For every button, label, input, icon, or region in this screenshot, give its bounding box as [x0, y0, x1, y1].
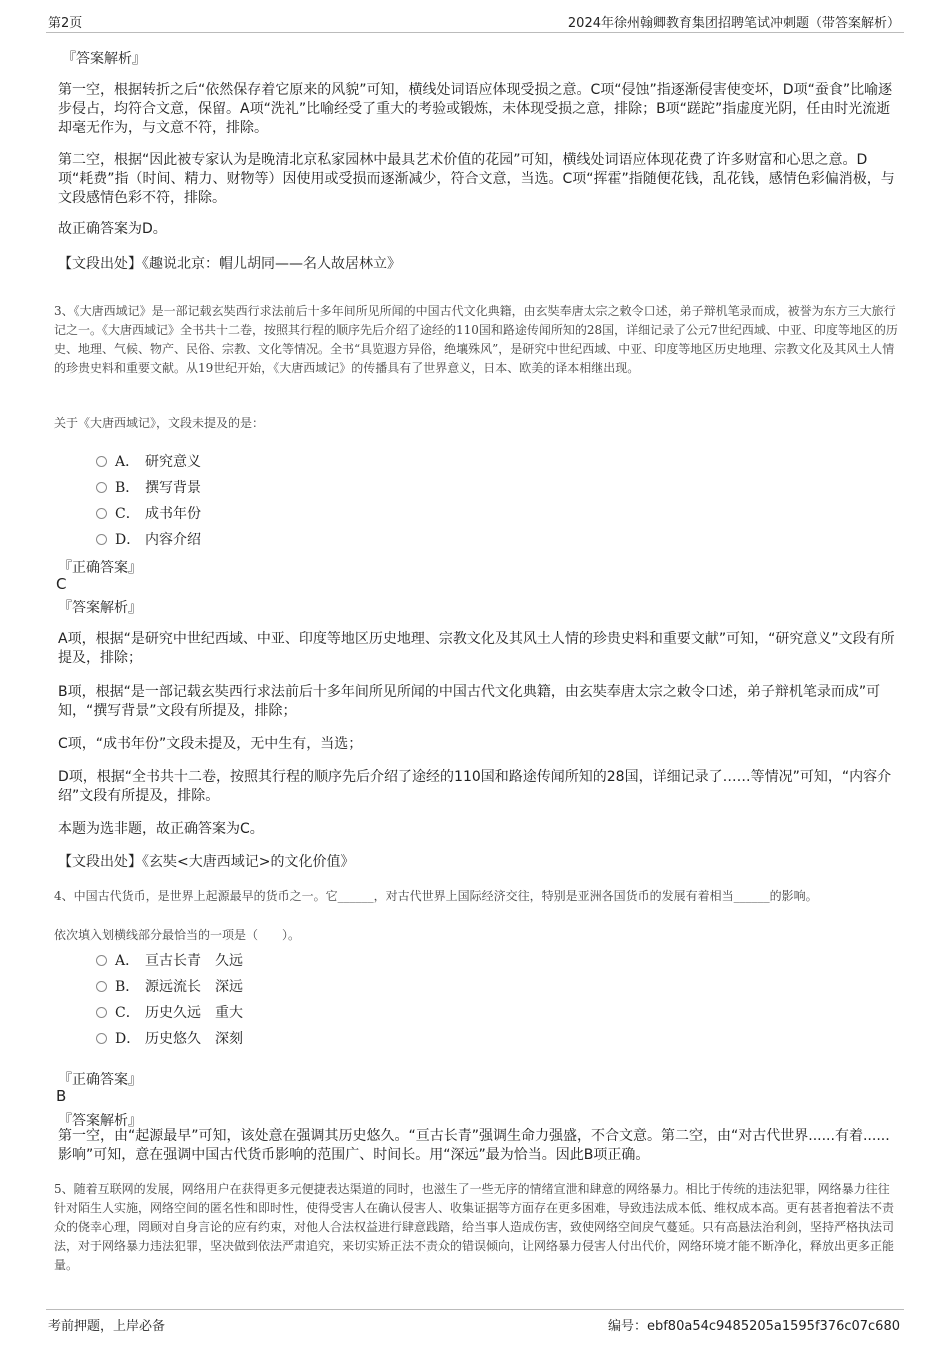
q2-analysis-p1: 第一空，根据转折之后“依然保存着它原来的风貌”可知，横线处词语应体现受损之意。C项“侵蚀”指逐渐侵害使变坏，D项“蚕食”比喻逐步侵占，均符合文意，保留。A项“洗礼”比喻经受了重大的考验或锻炼，未体现受损之意，排除；B项“蹉跎”指虚度光阴，任由时光流逝却毫无作为，与文意不符，排除。	[58, 82, 893, 136]
q3-stem: 3、《大唐西域记》是一部记载玄奘西行求法前后十多年间所见所闻的中国古代文化典籍，由玄奘奉唐太宗之敕令口述，弟子辩机笔录而成，被誉为东方三大旅行记之一。《大唐西域记》全书共十二卷，按照其行程的顺序先后介绍了途经的110国和路途传闻所知的28国，详细记录了公元7世纪西域、中亚、印度等地区的历史、地理、气候、物产、民俗、宗教、文化等情况。全书“具览遐方异俗，绝壤殊风”，是研究中世纪西域、中亚、印度等地区历史地理、宗教文化及其风土人情的珍贵史料和重要文献。从19世纪开始，《大唐西域记》的传播具有了世界意义，日本、欧美的译本相继出现。	[54, 304, 898, 375]
q4-correct-label: 『正确答案』	[58, 1072, 142, 1088]
document-title: 2024年徐州翰卿教育集团招聘笔试冲刺题（带答案解析）	[567, 16, 900, 31]
radio-icon[interactable]	[96, 508, 107, 519]
q3-option-d[interactable]: D． 内容介绍	[96, 529, 201, 549]
footer-slogan: 考前押题，上岸必备	[48, 1319, 166, 1334]
q5-stem: 5、随着互联网的发展，网络用户在获得更多元便捷表达渠道的同时，也滋生了一些无序的情绪宣泄和肆意的网络暴力。相比于传统的违法犯罪，网络暴力往往针对陌生人实施，网络空间的匿名性和即时性，使得受害人在确认侵害人、收集证据等方面存在更多困难，导致违法成本低、维权成本高。更有甚者抱着法不责众的侥幸心理，罔顾对自身言论的应有约束，对他人合法权益进行肆意践踏，给当事人造成伤害，致使网络空间戾气蔓延。只有高悬法治利剑，坚持严格执法司法，对于网络暴力违法犯罪，坚决做到依法严肃追究，来切实矫正法不责众的错误倾向，让网络暴力侵害人付出代价，网络环境才能不断净化，释放出更多正能量。	[54, 1182, 895, 1272]
q4-option-a[interactable]: A． 亘古长青 久远	[96, 950, 243, 970]
page-header	[46, 10, 904, 33]
q3-option-c[interactable]: C． 成书年份	[96, 503, 201, 523]
q4-stem: 4、中国古代货币，是世界上起源最早的货币之一。它______，对古代世界上国际经济交往，特别是亚洲各国货币的发展有着相当______的影响。	[54, 889, 818, 903]
q4-option-d[interactable]: D． 历史悠久 深刻	[96, 1028, 243, 1048]
q2-source: 【文段出处】《趣说北京：帽儿胡同——名人故居林立》	[58, 256, 401, 272]
q3-correct-label: 『正确答案』	[58, 560, 142, 576]
radio-icon[interactable]	[96, 1007, 107, 1018]
q4-correct-answer: B	[56, 1087, 67, 1105]
page-number: 第2页	[48, 16, 83, 31]
q3-source: 【文段出处】《玄奘<大唐西域记>的文化价值》	[58, 854, 355, 870]
radio-icon[interactable]	[96, 456, 107, 467]
q2-conclusion: 故正确答案为D。	[58, 221, 167, 237]
radio-icon[interactable]	[96, 981, 107, 992]
radio-icon[interactable]	[96, 955, 107, 966]
radio-icon[interactable]	[96, 534, 107, 545]
radio-icon[interactable]	[96, 482, 107, 493]
q4-prompt: 依次填入划横线部分最恰当的一项是（ ）。	[54, 928, 301, 942]
q2-analysis-p2: 第二空，根据“因此被专家认为是晚清北京私家园林中最具艺术价值的花园”可知，横线处词语应体现花费了许多财富和心思之意。D项“耗费”指（时间、精力、财物等）因使用或受损而逐渐减少，符合文意，当选。C项“挥霍”指随便花钱，乱花钱，感情色彩偏消极，与文段感情色彩不符，排除。	[58, 152, 895, 206]
q3-analysis-d: D项，根据“全书共十二卷，按照其行程的顺序先后介绍了途经的110国和路途传闻所知的28国，详细记录了……等情况”可知，“内容介绍”文段有所提及，排除。	[58, 769, 892, 804]
radio-icon[interactable]	[96, 1033, 107, 1044]
q4-option-b[interactable]: B． 源远流长 深远	[96, 976, 243, 996]
q3-option-a[interactable]: A． 研究意义	[96, 451, 201, 471]
q3-analysis-a: A项，根据“是研究中世纪西域、中亚、印度等地区历史地理、宗教文化及其风土人情的珍贵史料和重要文献”可知，“研究意义”文段有所提及，排除；	[58, 631, 895, 666]
q3-prompt: 关于《大唐西域记》，文段未提及的是：	[54, 416, 265, 430]
q3-analysis-label: 『答案解析』	[58, 600, 142, 616]
q3-analysis-c: C项，“成书年份”文段未提及，无中生有，当选；	[58, 736, 363, 752]
q2-analysis-label: 『答案解析』	[62, 51, 146, 67]
q3-option-b[interactable]: B． 撰写背景	[96, 477, 201, 497]
q3-analysis-b: B项，根据“是一部记载玄奘西行求法前后十多年间所见所闻的中国古代文化典籍，由玄奘奉唐太宗之敕令口述，弟子辩机笔录而成”可知，“撰写背景”文段有所提及，排除；	[58, 684, 881, 719]
footer-serial: 编号：ebf80a54c9485205a1595f376c07c680	[607, 1319, 900, 1334]
q4-analysis: 第一空，由“起源最早”可知，该处意在强调其历史悠久。“亘古长青”强调生命力强盛，不合文意。第二空，由“对古代世界......有着......影响”可知，意在强调中国古代货币影响的范围广、时间长。用“深远”最为恰当。因此B项正确。	[58, 1128, 890, 1163]
page-footer	[46, 1309, 904, 1334]
q3-correct-answer: C	[56, 575, 67, 593]
q4-option-c[interactable]: C． 历史久远 重大	[96, 1002, 243, 1022]
q3-conclusion: 本题为选非题，故正确答案为C。	[58, 821, 264, 837]
q4-analysis-label: 『答案解析』	[58, 1113, 142, 1129]
